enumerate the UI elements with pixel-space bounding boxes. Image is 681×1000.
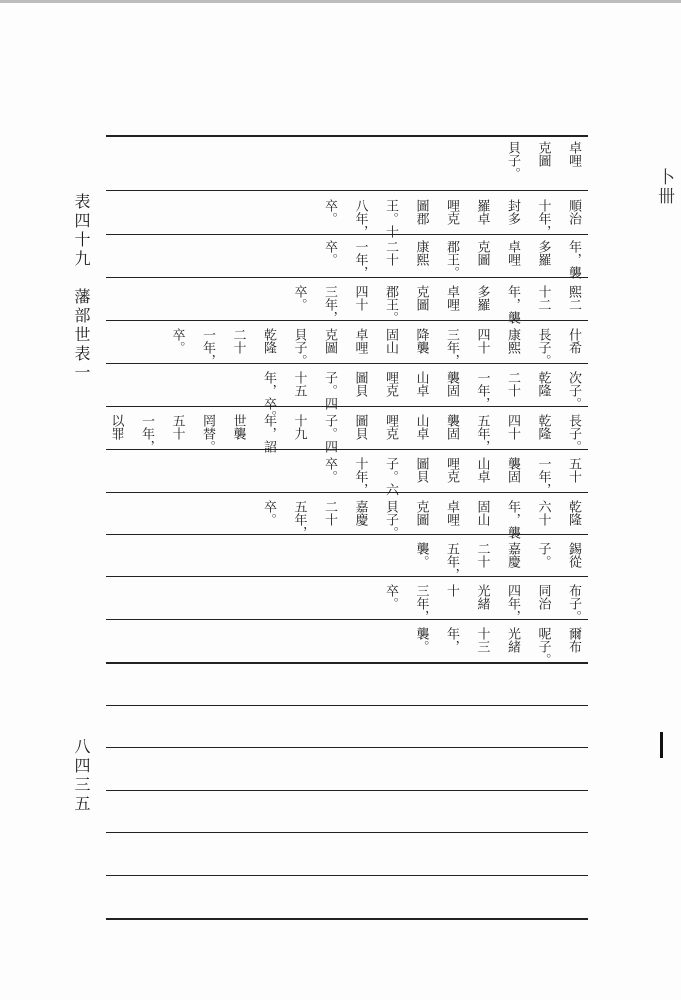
table-rule	[106, 234, 588, 235]
page-top-border	[0, 0, 681, 3]
table-cell: 卓哩	[505, 240, 520, 266]
table-cell: 熙二	[566, 285, 581, 311]
table-cell: 哩克	[383, 414, 398, 440]
table-cell: 子。	[535, 542, 551, 568]
table-cell: 乾隆	[535, 414, 551, 440]
table-cell: 山卓	[413, 414, 429, 440]
table-rule	[106, 790, 588, 791]
table-cell: 封多	[505, 199, 520, 225]
table-cell: 呢子。	[535, 627, 551, 666]
table-cell: 克圖	[474, 240, 490, 266]
table-cell: 嘉慶	[352, 500, 368, 526]
table-cell: 以罪	[108, 414, 124, 440]
table-cell: 五十	[169, 414, 185, 440]
side-title: 表四十九 藩部世表一	[72, 193, 91, 383]
table-cell: 山卓	[413, 371, 429, 397]
table-cell: 十三	[474, 627, 490, 653]
table-cell: 一年，	[200, 328, 215, 367]
table-cell: 五年，	[474, 414, 490, 453]
table-cell: 光緒	[505, 627, 520, 653]
table-cell: 康熙	[505, 328, 520, 354]
table-cell: 次子。	[566, 371, 581, 410]
table-rule	[106, 135, 588, 137]
table-rule	[106, 832, 588, 833]
table-cell: 襲。	[413, 542, 429, 568]
table-cell: 子。六	[383, 457, 398, 496]
table-cell: 一年，	[139, 414, 154, 453]
table-cell: 圖貝	[352, 371, 368, 397]
table-rule	[106, 492, 588, 493]
table-cell: 十年，	[352, 457, 368, 496]
table-rule	[106, 363, 588, 364]
table-cell: 羅卓	[474, 199, 490, 225]
table-cell: 十二	[535, 285, 551, 311]
table-cell: 三年，	[413, 584, 429, 623]
table-cell: 克圖	[413, 285, 429, 311]
table-cell: 圖貝	[352, 414, 368, 440]
table-rule	[106, 705, 588, 706]
table-cell: 康熙	[413, 240, 429, 266]
table-cell: 卒。	[291, 285, 307, 311]
table-cell: 世襲	[230, 414, 246, 440]
table-rule	[106, 662, 588, 664]
table-cell: 光緒	[474, 584, 490, 610]
table-cell: 二十	[230, 328, 246, 354]
table-rule	[106, 875, 588, 876]
table-cell: 六十	[535, 500, 551, 526]
table-cell: 年，襲	[566, 240, 581, 279]
table-cell: 爾布	[566, 627, 581, 653]
table-cell: 什希	[566, 328, 581, 354]
table-cell: 年，卒。	[261, 371, 276, 423]
table-cell: 貝子。	[291, 328, 307, 367]
table-cell: 長子。	[566, 414, 581, 453]
table-cell: 同治	[535, 584, 551, 610]
table-cell: 乾隆	[261, 328, 276, 354]
table-cell: 卓哩	[444, 500, 459, 526]
table-cell: 郡王。	[444, 240, 459, 279]
table-cell: 一年，	[474, 371, 490, 410]
table-cell: 二十	[322, 500, 337, 526]
table-cell: 襲固	[505, 457, 520, 483]
table-cell: 圖郡	[413, 199, 429, 225]
table-cell: 襲固	[444, 371, 459, 397]
table-cell: 郡王。	[383, 285, 398, 324]
table-cell: 卒。	[322, 457, 337, 483]
table-cell: 子。四	[322, 371, 337, 410]
table-cell: 四年，	[505, 584, 520, 623]
table-cell: 五年，	[291, 500, 307, 539]
page-number: 八四三五	[72, 738, 91, 814]
table-cell: 卓哩	[352, 328, 368, 354]
table-cell: 嘉慶	[505, 542, 520, 568]
table-rule	[106, 576, 588, 577]
table-cell: 二十	[474, 542, 490, 568]
table-cell: 降襲	[413, 328, 429, 354]
table-cell: 二十	[505, 371, 520, 397]
table-cell: 圖貝	[413, 457, 429, 483]
table-cell: 乾隆	[566, 500, 581, 526]
table-cell: 二十	[383, 240, 398, 266]
table-rule	[106, 190, 588, 191]
table-rule	[106, 449, 588, 450]
table-cell: 克圖	[413, 500, 429, 526]
table-cell: 四十	[352, 285, 368, 311]
table-cell: 年，襲	[505, 500, 520, 539]
margin-bar	[660, 732, 663, 758]
table-cell: 固山	[474, 500, 490, 526]
table-cell: 四十	[474, 328, 490, 354]
table-cell: 貝子。	[383, 500, 398, 539]
table-cell: 卒。	[169, 328, 185, 354]
table-cell: 子。四	[322, 414, 337, 453]
table-cell: 年，襲	[505, 285, 520, 324]
margin-mark: 卜卌	[654, 168, 674, 206]
table-cell: 十年，	[535, 199, 551, 238]
table-cell: 罔替。	[200, 414, 215, 453]
table-cell: 多羅	[474, 285, 490, 311]
table-cell: 長子。	[535, 328, 551, 367]
table-cell: 四十	[505, 414, 520, 440]
table-cell: 卒。	[322, 240, 337, 266]
table-cell: 王。十	[383, 199, 398, 238]
table-cell: 年，詔	[261, 414, 276, 453]
table-cell: 十	[444, 584, 459, 597]
table-cell: 卒。	[261, 500, 276, 526]
table-cell: 八年，	[352, 199, 368, 238]
table-cell: 卓哩	[444, 285, 459, 311]
table-rule	[106, 406, 588, 407]
table-cell: 襲。	[413, 627, 429, 653]
table-cell: 克圖	[322, 328, 337, 354]
table-cell: 哩克	[383, 371, 398, 397]
table-cell: 卒。	[322, 199, 337, 225]
table-cell: 十五	[291, 371, 307, 397]
table-cell: 固山	[383, 328, 398, 354]
table-cell: 一年，	[535, 457, 551, 496]
table-cell: 乾隆	[535, 371, 551, 397]
table-cell: 五年，	[444, 542, 459, 581]
table-cell: 布子。	[566, 584, 581, 623]
table-cell: 錫從	[566, 542, 581, 568]
table-cell: 襲固	[444, 414, 459, 440]
table-cell: 順治	[566, 199, 581, 225]
table-cell: 克圖	[535, 141, 551, 167]
table-cell: 年，	[444, 627, 459, 653]
table-cell: 十九	[291, 414, 307, 440]
table-rule	[106, 747, 588, 748]
table-cell: 哩克	[444, 457, 459, 483]
table-cell: 貝子。	[505, 141, 520, 180]
table-rule	[106, 277, 588, 278]
table-cell: 一年，	[352, 240, 368, 279]
table-rule	[106, 918, 588, 920]
table-cell: 五十	[566, 457, 581, 483]
table-cell: 三年，	[444, 328, 459, 367]
table-cell: 卒。	[383, 584, 398, 610]
table-cell: 三年，	[322, 285, 337, 324]
table-cell: 多羅	[535, 240, 551, 266]
table-cell: 卓哩	[566, 141, 581, 167]
table-cell: 哩克	[444, 199, 459, 225]
table-cell: 山卓	[474, 457, 490, 483]
